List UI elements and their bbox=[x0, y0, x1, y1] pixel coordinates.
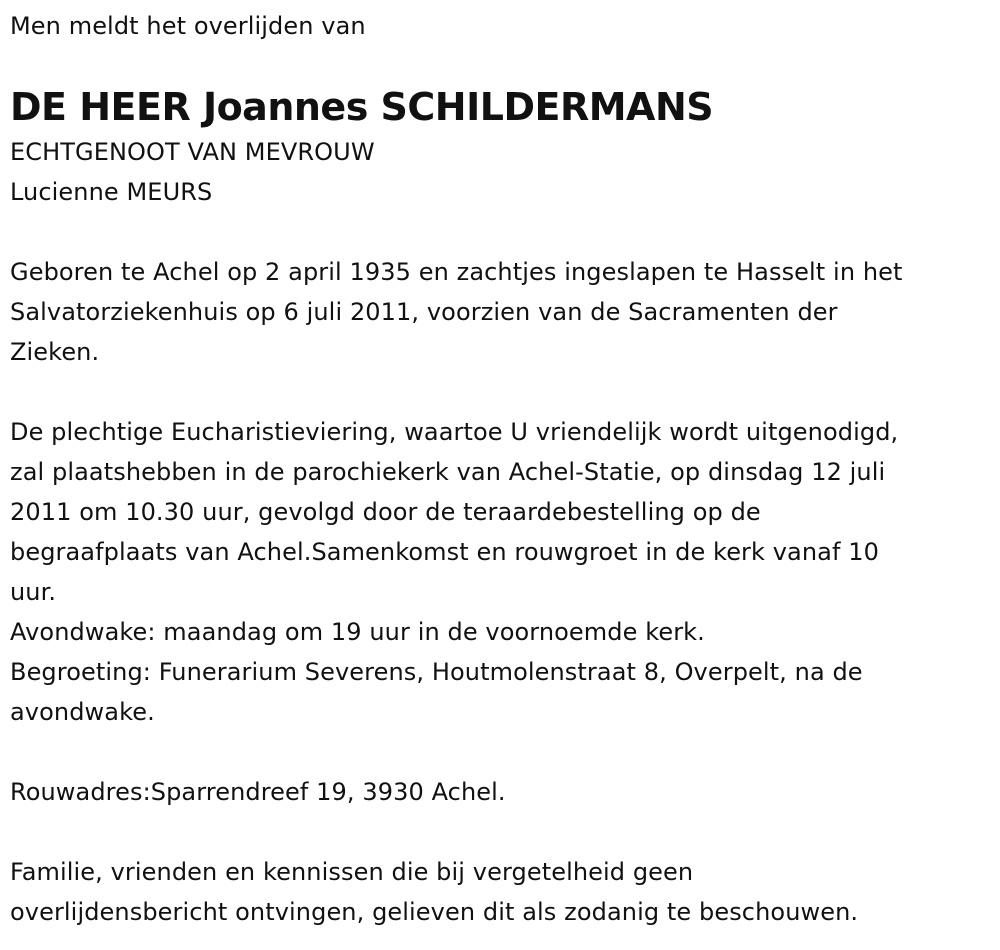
birth-line: Salvatorziekenhuis op 6 juli 2011, voorzien van de Sacramenten der bbox=[10, 298, 838, 326]
spouse-line-1: ECHTGENOOT VAN MEVROUW bbox=[10, 138, 375, 166]
ceremony-line: uur. bbox=[10, 578, 57, 606]
greeting-paragraph bbox=[10, 652, 1000, 732]
closing-line: overlijdensbericht ontvingen, gelieven dit als zodanig te beschouwen. bbox=[10, 898, 859, 926]
greeting-line: avondwake. bbox=[10, 698, 155, 726]
ceremony-paragraph bbox=[10, 412, 1000, 612]
spacer bbox=[10, 732, 1000, 772]
ceremony-line: 2011 om 10.30 uur, gevolgd door de teraardebestelling op de bbox=[10, 498, 761, 526]
birth-paragraph bbox=[10, 252, 1000, 372]
spacer bbox=[10, 372, 1000, 412]
closing-paragraph bbox=[10, 852, 1000, 932]
wake-line: Avondwake: maandag om 19 uur in de voornoemde kerk. bbox=[10, 618, 705, 646]
deceased-name: DE HEER Joannes SCHILDERMANS bbox=[10, 85, 714, 129]
birth-line: Geboren te Achel op 2 april 1935 en zachtjes ingeslapen te Hasselt in het bbox=[10, 258, 903, 286]
spouse-line-2: Lucienne MEURS bbox=[10, 178, 213, 206]
address-line: Rouwadres:Sparrendreef 19, 3930 Achel. bbox=[10, 778, 506, 806]
ceremony-line: begraafplaats van Achel.Samenkomst en rouwgroet in de kerk vanaf 10 bbox=[10, 538, 880, 566]
greeting-line: Begroeting: Funerarium Severens, Houtmolenstraat 8, Overpelt, na de bbox=[10, 658, 863, 686]
spacer bbox=[10, 812, 1000, 852]
spacer bbox=[10, 212, 1000, 252]
closing-line: Familie, vrienden en kennissen die bij vergetelheid geen bbox=[10, 858, 694, 886]
ceremony-line: De plechtige Eucharistieviering, waartoe U vriendelijk wordt uitgenodigd, bbox=[10, 418, 899, 446]
birth-line: Zieken. bbox=[10, 338, 100, 366]
intro-text: Men meldt het overlijden van bbox=[10, 12, 366, 40]
ceremony-line: zal plaatshebben in de parochiekerk van Achel-Statie, op dinsdag 12 juli bbox=[10, 458, 886, 486]
